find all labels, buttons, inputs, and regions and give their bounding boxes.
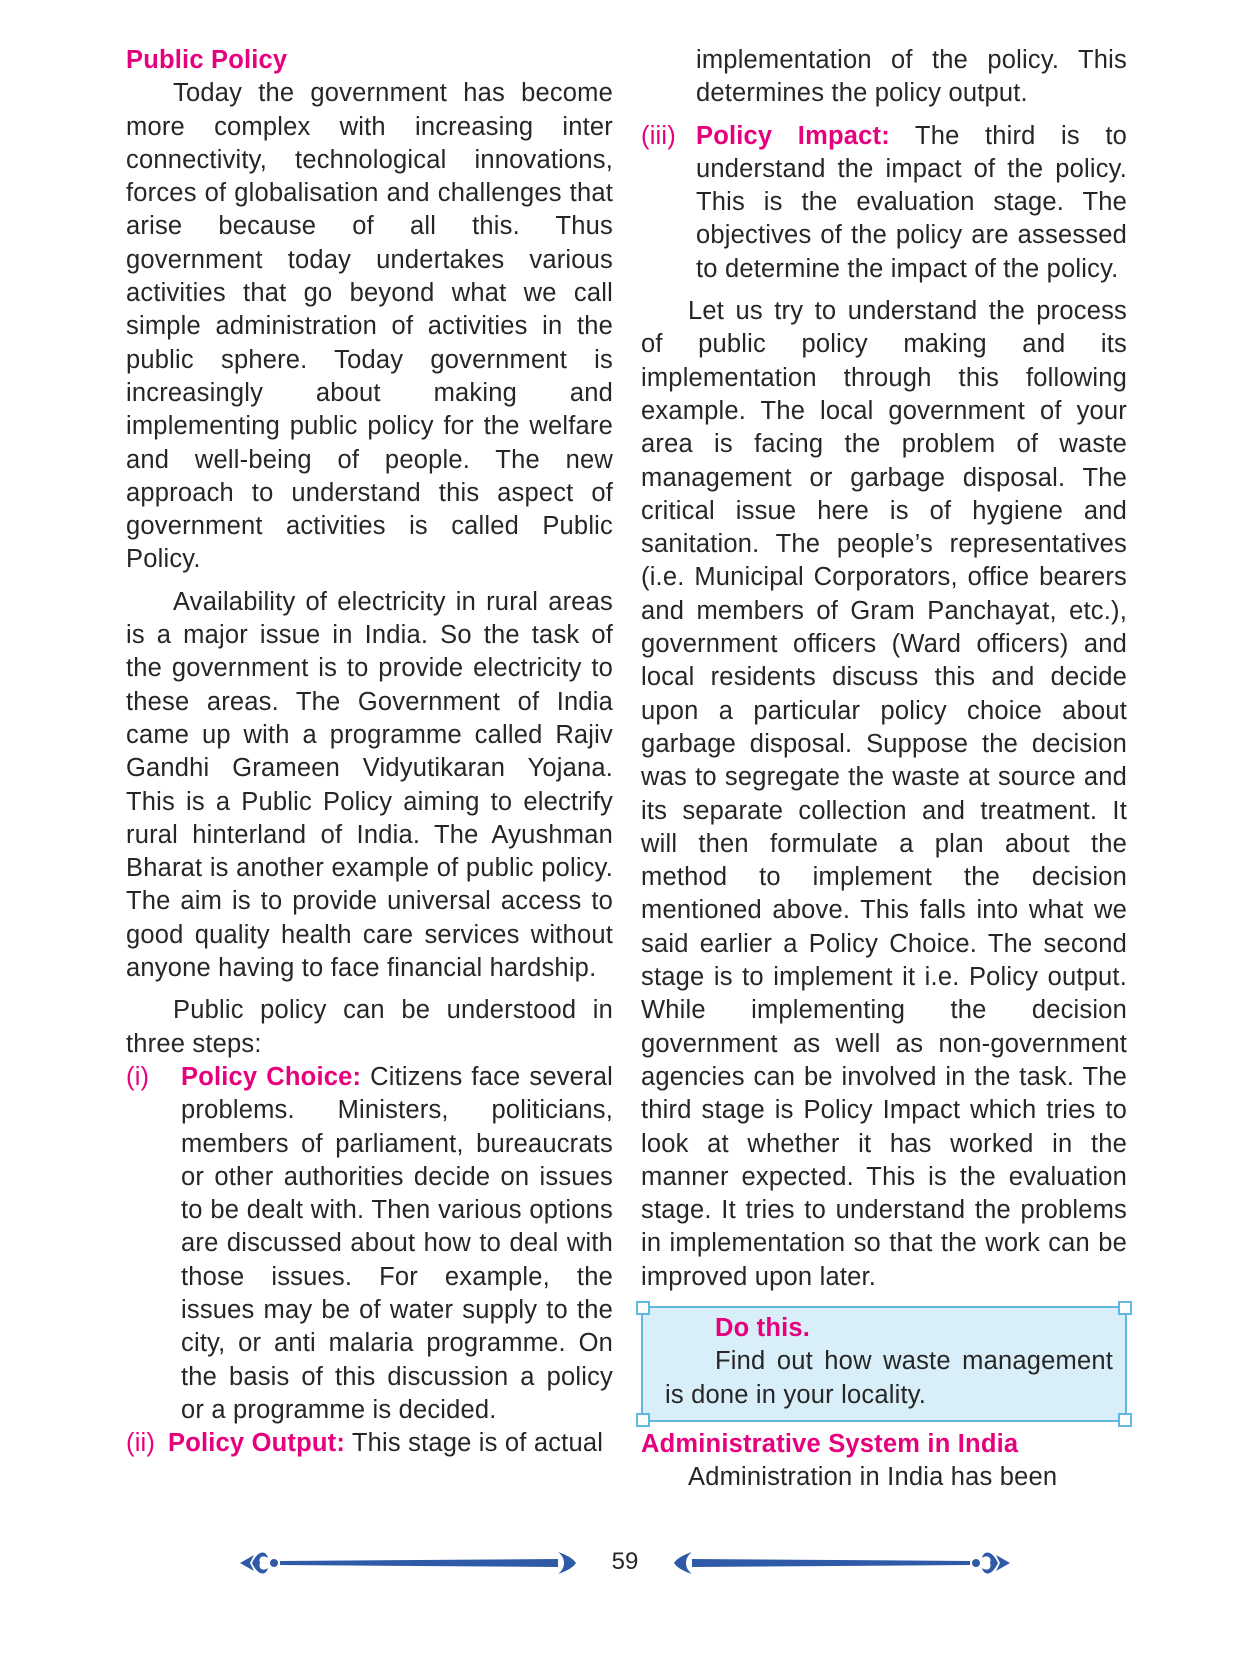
section-heading-public-policy: Public Policy: [126, 46, 288, 74]
page-number: 59: [611, 1548, 639, 1575]
step-text: The third is to understand the impact of the policy. This is the evaluation stage. The objectives of the policy are assessed to determine the impact of the policy.: [696, 121, 1127, 283]
right-column: [641, 44, 1127, 1494]
step-number: (ii): [126, 1429, 156, 1458]
paragraph-electricity: Availability of electricity in rural areas is a major issue in India. So the task of the government is to provide electricity to these areas. The Government of India came up with a programme called Rajiv Gandhi Grameen Vidyutikaran Yojana. This is a Public Policy aiming to electrify rural hinterland of India. The Ayushman Bharat is another example of public policy. The aim is to provide universal access to good quality health care services without anyone having to face financial hardship.: [126, 587, 613, 983]
step-text: implementation of the policy. This determines the policy output.: [696, 46, 1127, 108]
corner-ornament-icon: [1118, 1301, 1132, 1315]
step-policy-output-continued: [641, 44, 1127, 111]
step-policy-impact: [641, 120, 1127, 286]
step-term: Policy Output:: [168, 1429, 346, 1458]
corner-ornament-icon: [636, 1301, 650, 1315]
corner-ornament-icon: [1118, 1413, 1132, 1427]
step-policy-output: [126, 1427, 613, 1460]
do-this-title: Do this.: [715, 1313, 811, 1342]
left-column: [126, 44, 613, 1460]
corner-ornament-icon: [636, 1413, 650, 1427]
do-this-box: [641, 1306, 1127, 1422]
step-number: (iii): [641, 121, 676, 150]
step-policy-choice: [126, 1061, 613, 1427]
paragraph-administration: Administration in India has been: [688, 1463, 1058, 1492]
step-text: This stage is of actual: [345, 1429, 604, 1458]
paragraph-example: Let us try to understand the process of public policy making and its implementation through this following example. The local government of your area is facing the problem of waste management or garbage disposal. The critical issue here is of hygiene and sanitation. The people’s representatives (i.e. Municipal Corporators, office bearers and members of Gram Panchayat, etc.), government officers (Ward officers) and local residents discuss this and decide upon a particular policy choice about garbage disposal. Suppose the decision was to segregate the waste at source and its separate collection and treatment. It will then formulate a plan about the method to implement the decision mentioned above. This falls into what we said earlier a Policy Choice. The second stage is to implement it i.e. Policy output. While implementing the decision government as well as non-government agencies can be involved in the task. The third stage is Policy Impact which tries to look at whether it has worked in the manner expected. This is the evaluation stage. It tries to understand the problems in implementation so that the work can be improved upon later.: [641, 297, 1127, 1291]
step-term: Policy Choice:: [181, 1062, 362, 1091]
step-number: (i): [126, 1062, 150, 1091]
section-heading-administrative-system: Administrative System in India: [641, 1429, 1019, 1458]
paragraph-three-steps: Public policy can be understood in three steps:: [126, 996, 613, 1058]
paragraph-intro: Today the government has become more complex with increasing inter connectivity, technological innovations, forces of globalisation and challenges that arise because of all this. Thus government today undertakes various activities that go beyond what we call simple administration of activities in the public sphere. Today government is increasingly about making and implementing public policy for the welfare and well-being of people. The new approach to understand this aspect of government activities is called Public Policy.: [126, 79, 613, 574]
do-this-text: Find out how waste management is done in your locality.: [665, 1347, 1113, 1409]
step-text: Citizens face several problems. Ministers, politicians, members of parliament, bureaucrats or other authorities decide on issues to be dealt with. Then various options are discussed about how to deal with those issues. For example, the issues may be of water supply to the city, or anti malaria programme. On the basis of this discussion a policy or a programme is decided.: [181, 1062, 614, 1424]
page-footer: [240, 1540, 1010, 1586]
step-term: Policy Impact:: [696, 121, 890, 150]
